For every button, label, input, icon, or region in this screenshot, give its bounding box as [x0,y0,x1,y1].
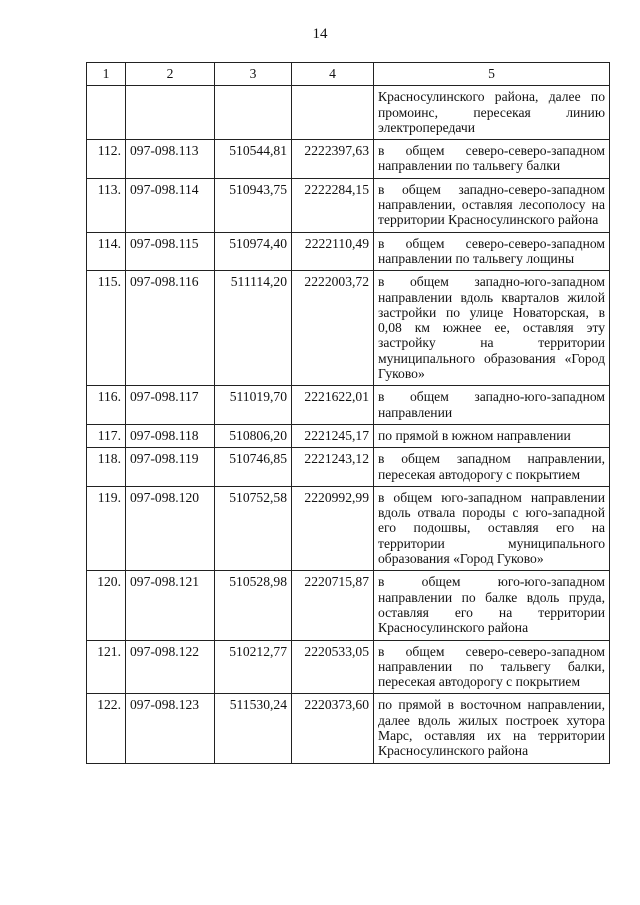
boundary-description: в общем северо-северо-западном направлении по тальвегу балки [374,140,610,179]
table-row [87,424,610,447]
coordinate-y: 2220373,60 [292,694,374,763]
segment-code: 097-098.122 [126,640,215,694]
point-number: 120. [87,571,126,640]
boundary-description: по прямой в восточном направлении, далее вдоль жилых построек хутора Марс, оставляя их на территории Красносулинского района [374,694,610,763]
coordinate-y: 2221243,12 [292,448,374,487]
segment-code: 097-098.123 [126,694,215,763]
boundary-description: в общем западно-северо-западном направлении, оставляя лесополосу на территории Красносулинского района [374,178,610,232]
segment-code: 097-098.120 [126,486,215,570]
cell-empty [215,86,292,140]
point-number: 112. [87,140,126,179]
boundary-description: в общем юго-западном направлении вдоль отвала породы с юго-западной его подошвы, оставляя его на территории муниципального образования «Город Гуково» [374,486,610,570]
table-row [87,571,610,640]
boundary-description: в общем западно-юго-западном направлении вдоль кварталов жилой застройки по улице Новаторская, в 0,08 км южнее ее, оставляя эту застройку на территории муниципального образования «Город Гуково» [374,271,610,386]
coordinate-y: 2220533,05 [292,640,374,694]
table-row [87,271,610,386]
boundary-description: в общем западном направлении, пересекая автодорогу с покрытием [374,448,610,487]
coordinate-x: 510746,85 [215,448,292,487]
header-col-5: 5 [374,63,610,86]
coordinate-y: 2222003,72 [292,271,374,386]
coordinate-x: 510752,58 [215,486,292,570]
point-number: 122. [87,694,126,763]
point-number: 114. [87,232,126,271]
coordinate-x: 510974,40 [215,232,292,271]
table-row [87,640,610,694]
coordinate-y: 2222110,49 [292,232,374,271]
coordinate-x: 511114,20 [215,271,292,386]
segment-code: 097-098.113 [126,140,215,179]
coordinate-x: 511019,70 [215,386,292,425]
table-row [87,140,610,179]
boundary-description: в общем северо-северо-западном направлении по тальвегу балки, пересекая автодорогу с покрытием [374,640,610,694]
header-col-2: 2 [126,63,215,86]
segment-code: 097-098.117 [126,386,215,425]
segment-code: 097-098.115 [126,232,215,271]
segment-code: 097-098.118 [126,424,215,447]
coordinate-y: 2221622,01 [292,386,374,425]
point-number: 113. [87,178,126,232]
header-col-4: 4 [292,63,374,86]
header-col-3: 3 [215,63,292,86]
segment-code: 097-098.121 [126,571,215,640]
segment-code: 097-098.114 [126,178,215,232]
cell-empty [292,86,374,140]
coordinate-y: 2220715,87 [292,571,374,640]
cell-empty [126,86,215,140]
coordinate-x: 510806,20 [215,424,292,447]
segment-code: 097-098.119 [126,448,215,487]
coordinate-x: 510943,75 [215,178,292,232]
segment-code: 097-098.116 [126,271,215,386]
table-header-row [87,63,610,86]
boundary-table [86,62,610,764]
boundary-description: в общем юго-юго-западном направлении по балке вдоль пруда, оставляя его на территории Красносулинского района [374,571,610,640]
table-row [87,694,610,763]
coordinate-y: 2222397,63 [292,140,374,179]
table-row [87,448,610,487]
point-number: 119. [87,486,126,570]
point-number: 117. [87,424,126,447]
header-col-1: 1 [87,63,126,86]
point-number: 121. [87,640,126,694]
table-row [87,386,610,425]
cell-empty [87,86,126,140]
coordinate-x: 511530,24 [215,694,292,763]
point-number: 115. [87,271,126,386]
coordinate-y: 2220992,99 [292,486,374,570]
table-row [87,486,610,570]
boundary-description: по прямой в южном направлении [374,424,610,447]
coordinate-x: 510544,81 [215,140,292,179]
coordinate-y: 2222284,15 [292,178,374,232]
coordinate-x: 510212,77 [215,640,292,694]
coordinate-x: 510528,98 [215,571,292,640]
coordinate-y: 2221245,17 [292,424,374,447]
continuation-row [87,86,610,140]
table-row [87,232,610,271]
point-number: 118. [87,448,126,487]
boundary-description: в общем северо-северо-западном направлении по тальвегу лощины [374,232,610,271]
page-number: 14 [312,26,328,42]
point-number: 116. [87,386,126,425]
table-row [87,178,610,232]
boundary-description: в общем западно-юго-западном направлении [374,386,610,425]
continuation-description: Красносулинского района, далее по промоинс, пересекая линию электропередачи [374,86,610,140]
